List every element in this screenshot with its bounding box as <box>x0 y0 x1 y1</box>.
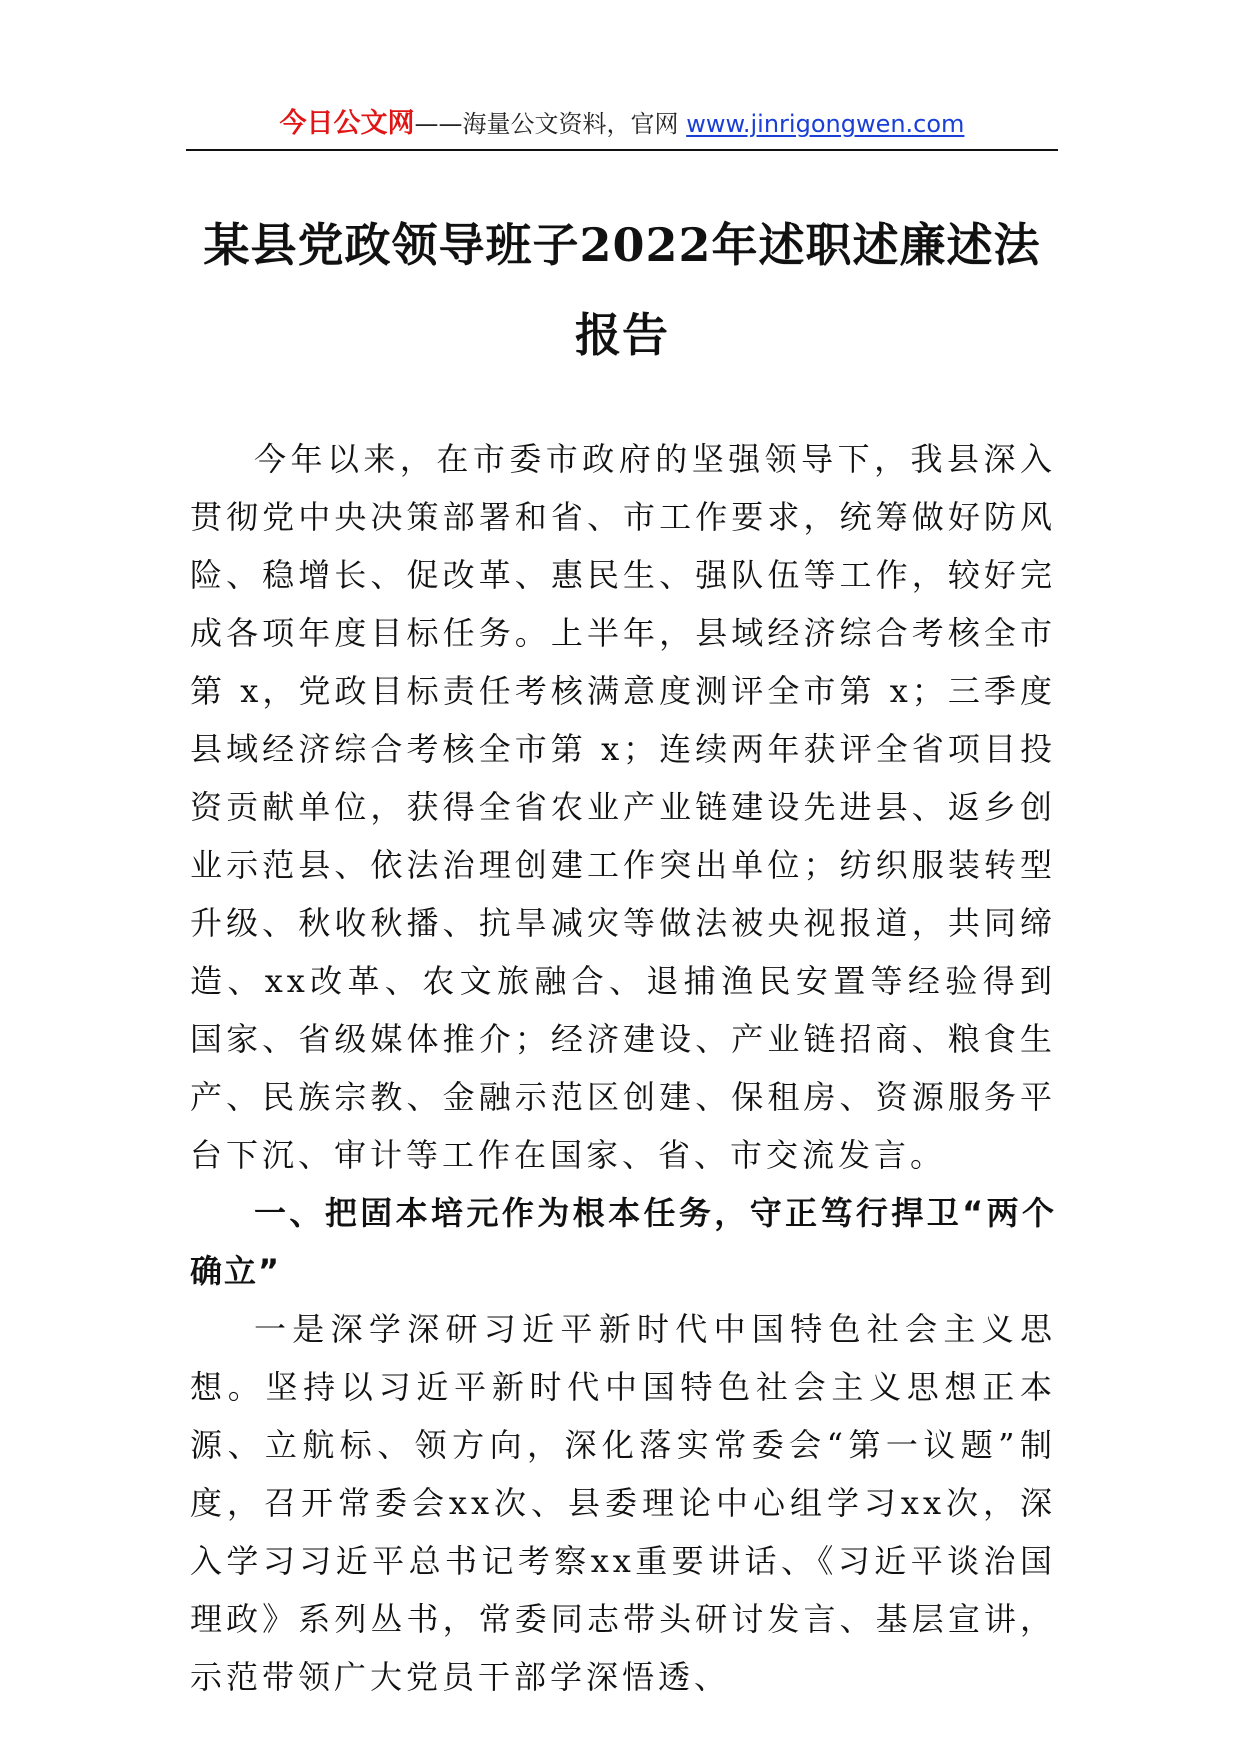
section-paragraph: 一是深学深研习近平新时代中国特色社会主义思想。坚持以习近平新时代中国特色社会主义思想正本源、立航标、领方向，深化落实常委会“第一议题”制度，召开常委会xx次、县委理论中心组学习xx次，深入学习习近平总书记考察xx重要讲话、《习近平谈治国理政》系列丛书，常委同志带头研讨发言、基层宣讲，示范带领广大党员干部学深悟透、 <box>190 1310 1056 1696</box>
site-header <box>186 104 1058 144</box>
header-divider <box>186 149 1058 151</box>
header-tagline: ——海量公文资料，官网 <box>414 110 687 138</box>
intro-paragraph: 今年以来，在市委市政府的坚强领导下，我县深入贯彻党中央决策部署和省、市工作要求，统筹做好防风险、稳增长、促改革、惠民生、强队伍等工作，较好完成各项年度目标任务。上半年，县域经济综合考核全市第 x，党政目标责任考核满意度测评全市第 x；三季度县域经济综合考核全市第 x；连续两年获评全省项目投资贡献单位，获得全省农业产业链建设先进县、返乡创业示范县、依法治理创建工作突出单位；纺织服装转型升级、秋收秋播、抗旱减灾等做法被央视报道，共同缔造、xx改革、农文旅融合、退捕渔民安置等经验得到国家、省级媒体推介；经济建设、产业链招商、粮食生产、民族宗教、金融示范区创建、保租房、资源服务平台下沉、审计等工作在国家、省、市交流发言。 <box>190 440 1056 1174</box>
section-heading: 一、把固本培元作为根本任务，守正笃行捍卫“两个确立” <box>190 1194 1056 1290</box>
website-link[interactable]: www.jinrigongwen.com <box>686 110 965 138</box>
brand-logo-text: 今日公文网 <box>279 108 415 139</box>
document-body <box>190 430 1056 1706</box>
document-title: 某县党政领导班子2022年述职述廉述法报告 <box>203 218 1041 362</box>
